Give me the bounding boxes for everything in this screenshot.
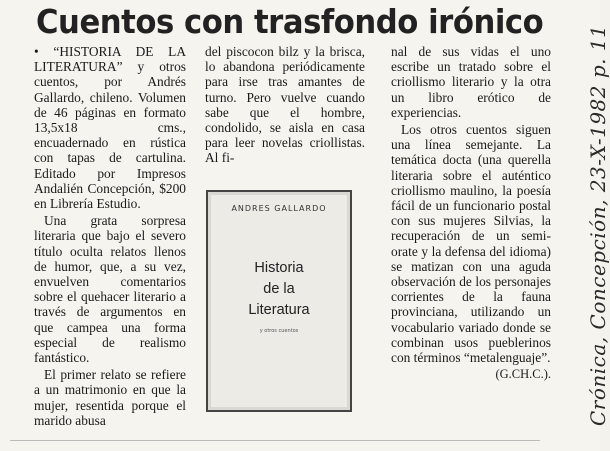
paragraph: Los otros cuentos siguen una línea semejante. La temática docta (una querella literaria sobre el auténtico criollismo maulino, la poesía fácil de un funcionario postal con sus mujeres Silvias, la recuperación de un semi-orate y la defensa del idioma) se matizan con una aguda observación de los personajes corrientes de la fauna provinciana, utilizando un vocabulario variado donde se combinan usos pueblerinos con términos “metalenguaje”. (391, 122, 551, 366)
book-title-line: de la (263, 281, 295, 297)
paragraph: • “HISTORIA DE LA LITERATURA” y otros cuentos, por Andrés Gallardo, chileno. Volumen de 46 páginas en formato 13,5x18 cms., encuadernado en rústica con tapas de cartulina. Editado por Impresos Andalién Concepción, $200 en Librería Estudio. (34, 44, 186, 212)
column-3 (391, 44, 551, 384)
book-subtitle: y otros cuentos (259, 328, 299, 334)
paragraph: nal de sus vidas el uno escribe un tratado sobre el criollismo literario y la otra un libro erótico de experiencias. (391, 44, 551, 120)
paragraph: del piscocon bilz y la brisca, lo abandona periódicamente para irse tras amantes de turno. Pero vuelve cuando sabe que el hombre, condolido, se aisla en casa para leer novelas criollistas. Al fi- (205, 44, 365, 166)
handwritten-source-note: Crónica, Concepción, 23-X-1982 p. 11 (586, 24, 610, 426)
book-author: ANDRES GALLARDO (231, 204, 327, 213)
paragraph: El primer relato se refiere a un matrimonio en que la mujer, resentida porque el marido abusa (34, 367, 186, 428)
book-title-line: Literatura (248, 302, 310, 318)
book-cover-image (206, 190, 352, 412)
column-2 (205, 44, 365, 168)
divider (10, 440, 540, 441)
paragraph: Una grata sorpresa literaria que bajo el severo título oculta relatos llenos de humor, que, a su vez, envuelven comentarios sobre el quehacer literario a través de argumentos en que campea una forma especial de realismo fantástico. (34, 213, 186, 366)
column-1 (34, 44, 186, 430)
book-title (208, 258, 350, 321)
headline: Cuentos con trasfondo irónico (36, 2, 544, 41)
book-title-line: Historia (254, 260, 304, 276)
author-initials: (G.CH.C.). (495, 367, 551, 382)
